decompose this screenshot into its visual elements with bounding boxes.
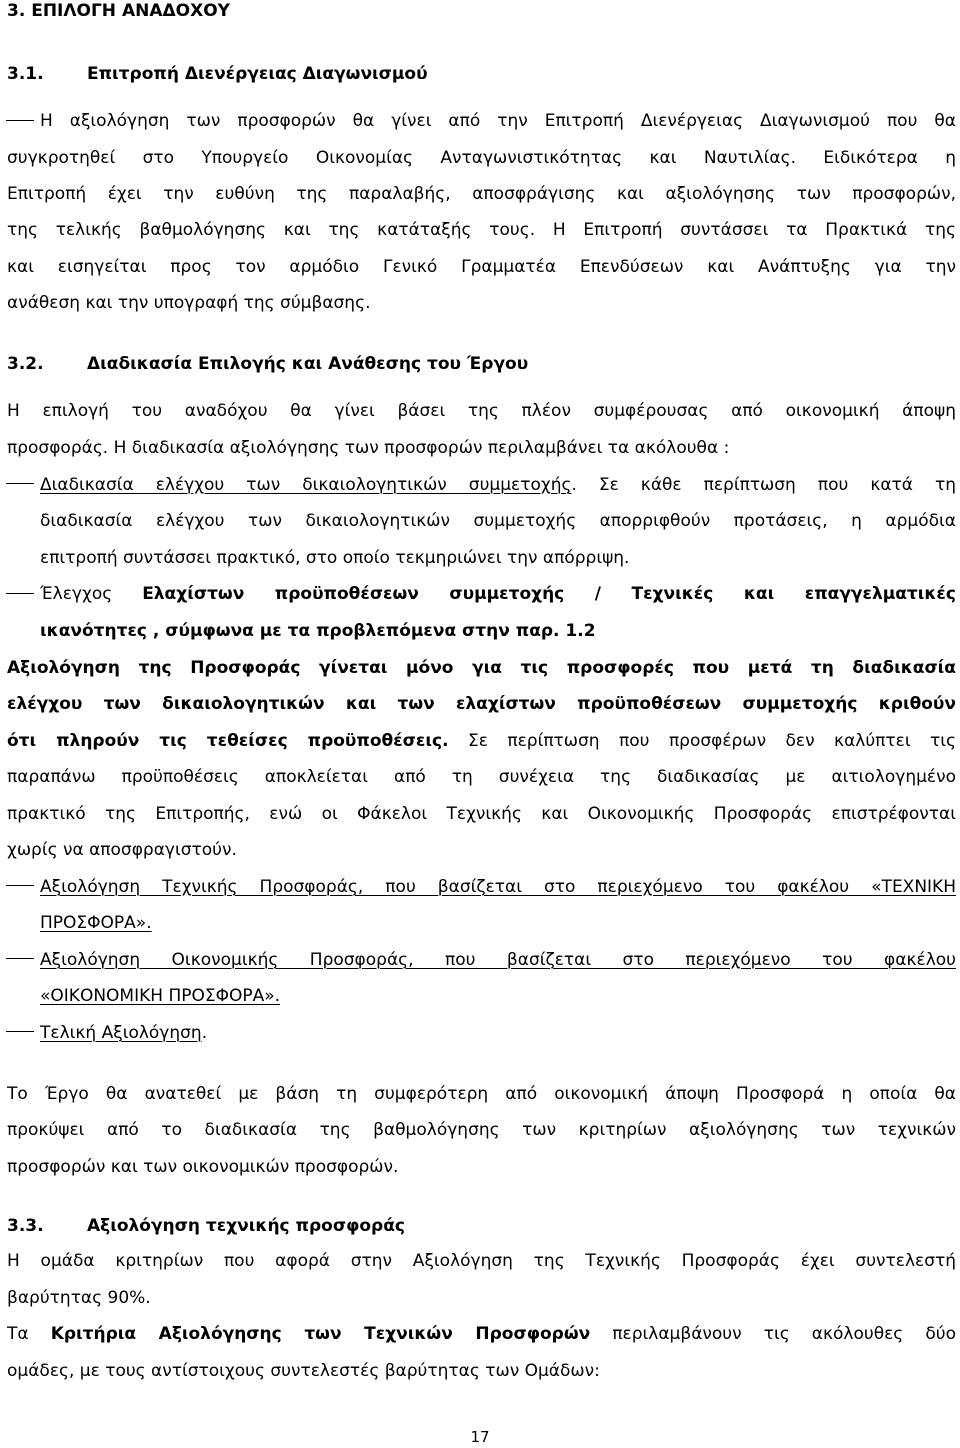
section-3-2-heading: [7, 353, 956, 375]
list-item-underlined: Διαδικασία ελέγχου των δικαιολογητικών συμμετοχής: [40, 475, 572, 495]
bold-paragraph-line: Αξιολόγηση της Προσφοράς γίνεται μόνο για τις προσφορές που μετά τη διαδικασία: [7, 658, 956, 678]
dash-bullet: [6, 958, 34, 959]
dash-bullet: [6, 1031, 34, 1032]
list-item-line: Έλεγχος Ελαχίστων προϋποθέσεων συμμετοχής / Τεχνικές και επαγγελματικές: [40, 584, 956, 604]
bold-paragraph-line: ελέγχου των δικαιολογητικών και των ελαχίστων προϋποθέσεων συμμετοχής κριθούν: [7, 694, 956, 714]
paragraph-line: Τα Κριτήρια Αξιολόγησης των Τεχνικών Προσφορών περιλαμβάνουν τις ακόλουθες δύο: [7, 1324, 956, 1344]
paragraph-line: ομάδες, με τους αντίστοιχους συντελεστές βαρύτητας των Ομάδων:: [7, 1361, 600, 1381]
paragraph-line: προσφορών και των οικονομικών προσφορών.: [7, 1157, 399, 1177]
section-3-3-heading: [7, 1215, 956, 1237]
section-number: 3.1.: [7, 64, 44, 84]
list-item-line: ικανότητες , σύμφωνα με τα προβλεπόμενα στην παρ. 1.2: [40, 621, 596, 641]
list-item-line: «ΟΙΚΟΝΟΜΙΚΗ ΠΡΟΣΦΟΡΑ».: [40, 986, 281, 1006]
section-title: Διαδικασία Επιλογής και Ανάθεσης του Έργου: [87, 354, 529, 374]
list-item-line: διαδικασία ελέγχου των δικαιολογητικών συμμετοχής απορριφθούν προτάσεις, η αρμόδια: [40, 511, 956, 531]
paragraph-line: Η επιλογή του αναδόχου θα γίνει βάσει της πλέον συμφέρουσας από οικονομική άποψη: [7, 401, 956, 421]
paragraph-line: Το Έργο θα ανατεθεί με βάση τη συμφερότερη από οικονομική άποψη Προσφορά η οποία θα: [7, 1084, 956, 1104]
paragraph-line: συγκροτηθεί στο Υπουργείο Οικονομίας Ανταγωνιστικότητας και Ναυτιλίας. Ειδικότερα η: [7, 148, 956, 168]
paragraph-line: πρακτικό της Επιτροπής, ενώ οι Φάκελοι Τεχνικής και Οικονομικής Προσφοράς επιστρέφονται: [7, 804, 956, 824]
paragraph-line: ανάθεση και την υπογραφή της σύμβασης.: [7, 293, 371, 313]
paragraph-line: προσφοράς. Η διαδικασία αξιολόγησης των προσφορών περιλαμβάνει τα ακόλουθα :: [7, 438, 730, 458]
page-number: 17: [470, 1428, 490, 1446]
section-number: 3.2.: [7, 354, 44, 374]
dash-bullet: [6, 885, 34, 886]
paragraph-line: χωρίς να αποσφραγιστούν.: [7, 840, 237, 860]
list-item-line: επιτροπή συντάσσει πρακτικό, στο οποίο τεκμηριώνει την απόρριψη.: [40, 548, 630, 568]
section-number: 3.3.: [7, 1216, 44, 1236]
list-item-line: Τελική Αξιολόγηση.: [40, 1023, 208, 1043]
dash-bullet: [6, 593, 34, 594]
section-3-1-heading: [7, 63, 956, 85]
list-item-line: Αξιολόγηση Τεχνικής Προσφοράς, που βασίζεται στο περιεχόμενο του φακέλου «ΤΕΧΝΙΚΗ: [40, 877, 956, 897]
section-title: Επιτροπή Διενέργειας Διαγωνισμού: [87, 64, 428, 84]
paragraph-line: βαρύτητας 90%.: [7, 1288, 151, 1308]
list-item-line: ΠΡΟΣΦΟΡΑ».: [40, 913, 152, 933]
paragraph-line: ότι πληρούν τις τεθείσες προϋποθέσεις. Σε περίπτωση που προσφέρων δεν καλύπτει τις: [7, 731, 956, 751]
paragraph-line: της τελικής βαθμολόγησης και της κατάταξής τους. Η Επιτροπή συντάσσει τα Πρακτικά της: [7, 220, 956, 240]
list-item-line: Αξιολόγηση Οικονομικής Προσφοράς, που βασίζεται στο περιεχόμενο του φακέλου: [40, 950, 956, 970]
section-3-title: 3. ΕΠΙΛΟΓΗ ΑΝΑΔΟΧΟΥ: [7, 1, 230, 21]
dash-bullet: [6, 120, 34, 121]
paragraph-line: Επιτροπή έχει την ευθύνη της παραλαβής, αποσφράγισης και αξιολόγησης των προσφορών,: [7, 184, 956, 204]
paragraph-line: παραπάνω προϋποθέσεις αποκλείεται από τη συνέχεια της διαδικασίας με αιτιολογημένο: [7, 767, 956, 787]
section-title: Αξιολόγηση τεχνικής προσφοράς: [87, 1216, 405, 1236]
paragraph-line: Η ομάδα κριτηρίων που αφορά στην Αξιολόγηση της Τεχνικής Προσφοράς έχει συντελεστή: [7, 1251, 956, 1271]
paragraph-line: προκύψει από το διαδικασία της βαθμολόγησης των κριτηρίων αξιολόγησης των τεχνικών: [7, 1120, 956, 1140]
paragraph-line: και εισηγείται προς τον αρμόδιο Γενικό Γραμματέα Επενδύσεων και Ανάπτυξης για την: [7, 257, 956, 277]
paragraph-line: Η αξιολόγηση των προσφορών θα γίνει από την Επιτροπή Διενέργειας Διαγωνισμού που θα: [40, 111, 956, 131]
dash-bullet: [6, 483, 34, 484]
list-item-line: Διαδικασία ελέγχου των δικαιολογητικών συμμετοχής. Σε κάθε περίπτωση που κατά τη: [40, 475, 956, 495]
